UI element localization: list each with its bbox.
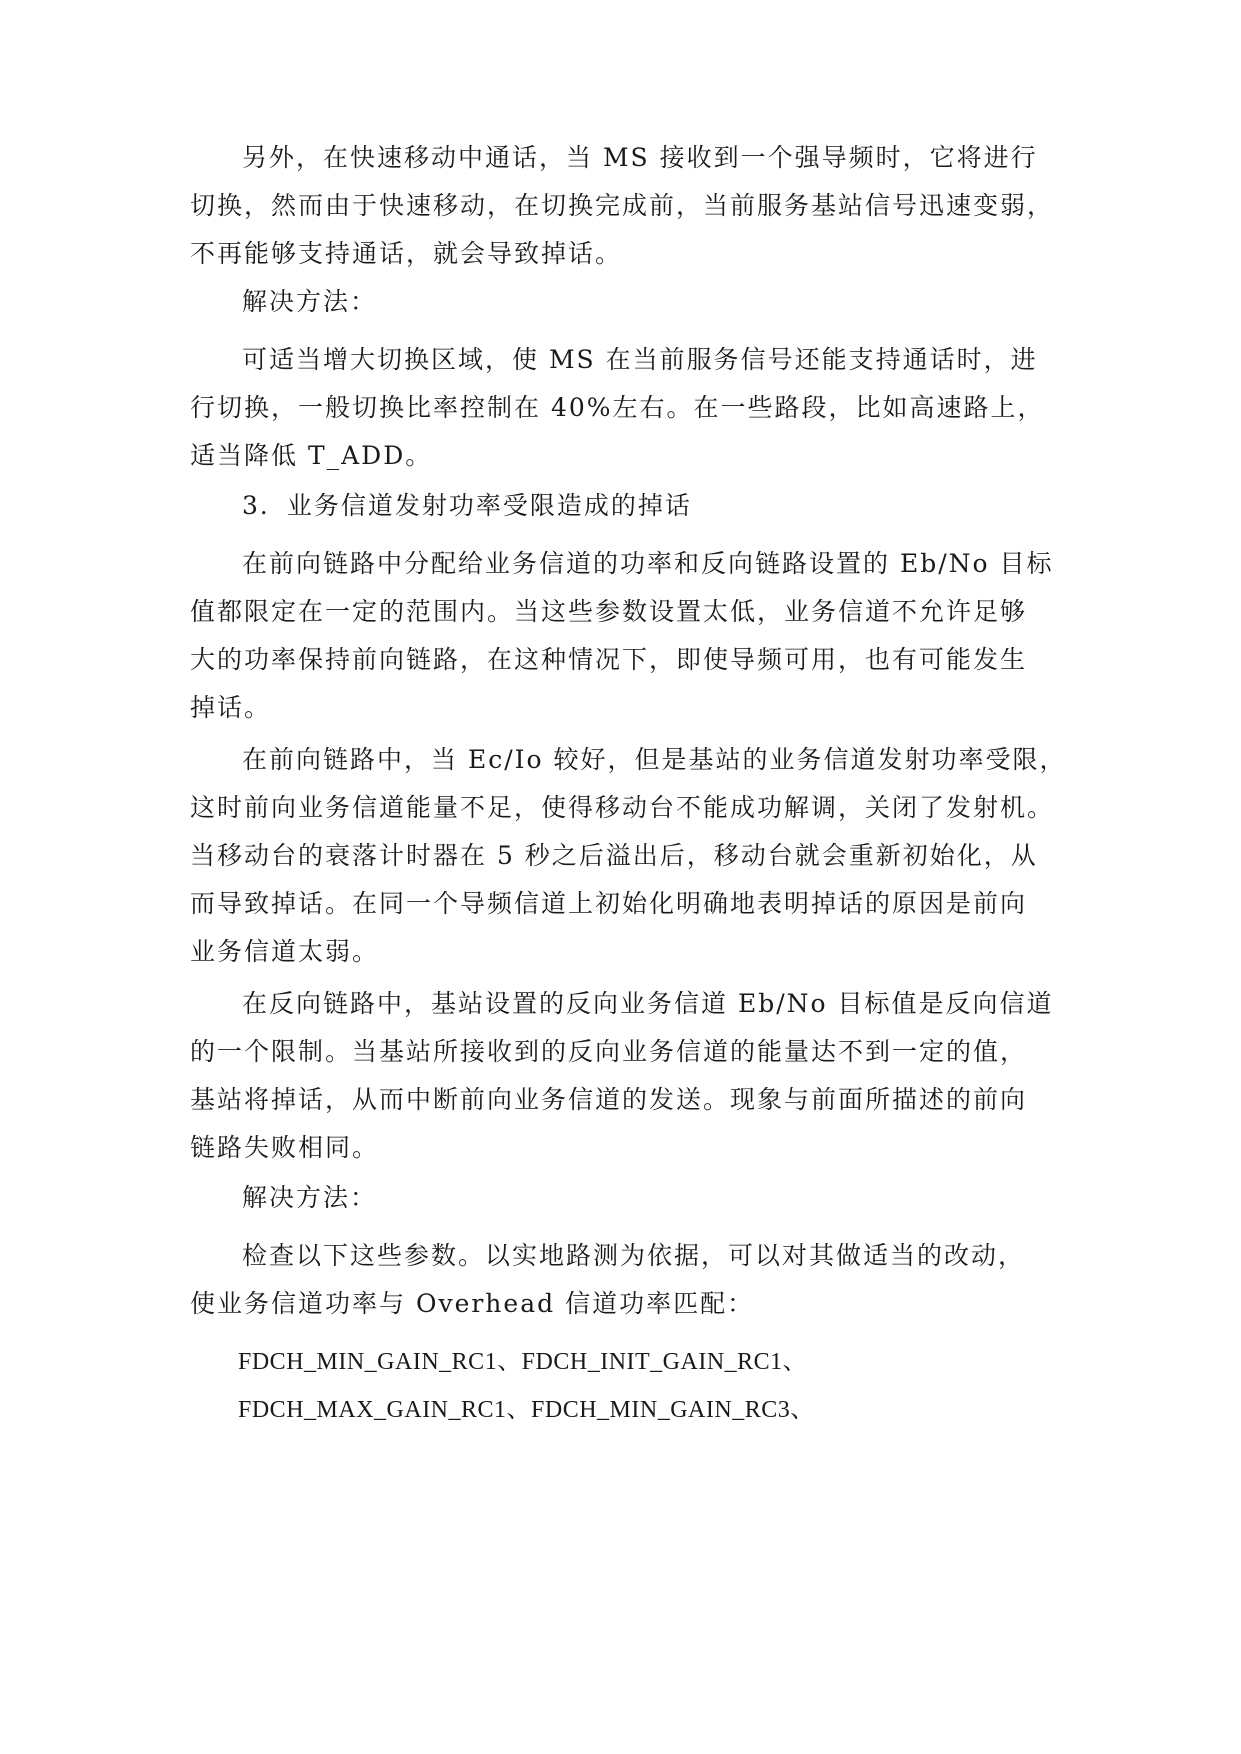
text-line: 切换，然而由于快速移动，在切换完成前，当前服务基站信号迅速变弱，	[190, 191, 1055, 220]
text-line: 使业务信道功率与 Overhead 信道功率匹配：	[190, 1289, 755, 1318]
paragraph-fast-moving-handoff	[190, 134, 1055, 278]
text-line: 的一个限制。当基站所接收到的反向业务信道的能量达不到一定的值，	[190, 1037, 1028, 1066]
solution-label	[190, 1174, 1052, 1222]
text-line: 值都限定在一定的范围内。当这些参数设置太低，业务信道不允许足够	[190, 597, 1028, 626]
parameter-line: FDCH_MAX_GAIN_RC1、FDCH_MIN_GAIN_RC3、	[238, 1397, 815, 1423]
text-line: 可适当增大切换区域，使 MS 在当前服务信号还能支持通话时，进	[242, 345, 1038, 374]
text-line: 另外，在快速移动中通话，当 MS 接收到一个强导频时，它将进行	[242, 143, 1038, 172]
text-line: 在前向链路中分配给业务信道的功率和反向链路设置的 Eb/No 目标	[242, 549, 1054, 578]
paragraph-forward-link	[190, 736, 1067, 976]
parameter-list	[238, 1338, 1038, 1434]
paragraph-check-params	[190, 1232, 1052, 1328]
text-line: 而导致掉话。在同一个导频信道上初始化明确地表明掉话的原因是前向	[190, 889, 1028, 918]
text-line: 检查以下这些参数。以实地路测为依据，可以对其做适当的改动，	[242, 1241, 1026, 1270]
text-line: 在反向链路中，基站设置的反向业务信道 Eb/No 目标值是反向信道	[242, 989, 1054, 1018]
heading-text: 3．业务信道发射功率受限造成的掉话	[242, 491, 692, 520]
parameter-line: FDCH_MIN_GAIN_RC1、FDCH_INIT_GAIN_RC1、	[238, 1349, 808, 1375]
text-line: 当移动台的衰落计时器在 5 秒之后溢出后，移动台就会重新初始化，从	[190, 841, 1038, 870]
paragraph-power-limits	[190, 540, 1052, 732]
text-line: 链路失败相同。	[190, 1133, 380, 1162]
text-line: 解决方法：	[242, 1183, 378, 1212]
text-line: 掉话。	[190, 693, 272, 722]
text-line: 不再能够支持通话，就会导致掉话。	[190, 239, 623, 268]
text-line: 在前向链路中，当 Ec/Io 较好，但是基站的业务信道发射功率受限，	[242, 745, 1067, 774]
paragraph-solution-handoff-area	[190, 336, 1052, 480]
text-line: 解决方法：	[242, 287, 378, 316]
paragraph-reverse-link	[190, 980, 1052, 1172]
text-line: 业务信道太弱。	[190, 937, 380, 966]
text-line: 基站将掉话，从而中断前向业务信道的发送。现象与前面所描述的前向	[190, 1085, 1028, 1114]
text-line: 适当降低 T_ADD。	[190, 441, 433, 470]
section-heading	[190, 482, 1052, 530]
text-line: 大的功率保持前向链路，在这种情况下，即使导频可用，也有可能发生	[190, 645, 1028, 674]
solution-label	[190, 278, 1052, 326]
text-line: 行切换，一般切换比率控制在 40%左右。在一些路段，比如高速路上，	[190, 393, 1045, 422]
text-line: 这时前向业务信道能量不足，使得移动台不能成功解调，关闭了发射机。	[190, 793, 1055, 822]
